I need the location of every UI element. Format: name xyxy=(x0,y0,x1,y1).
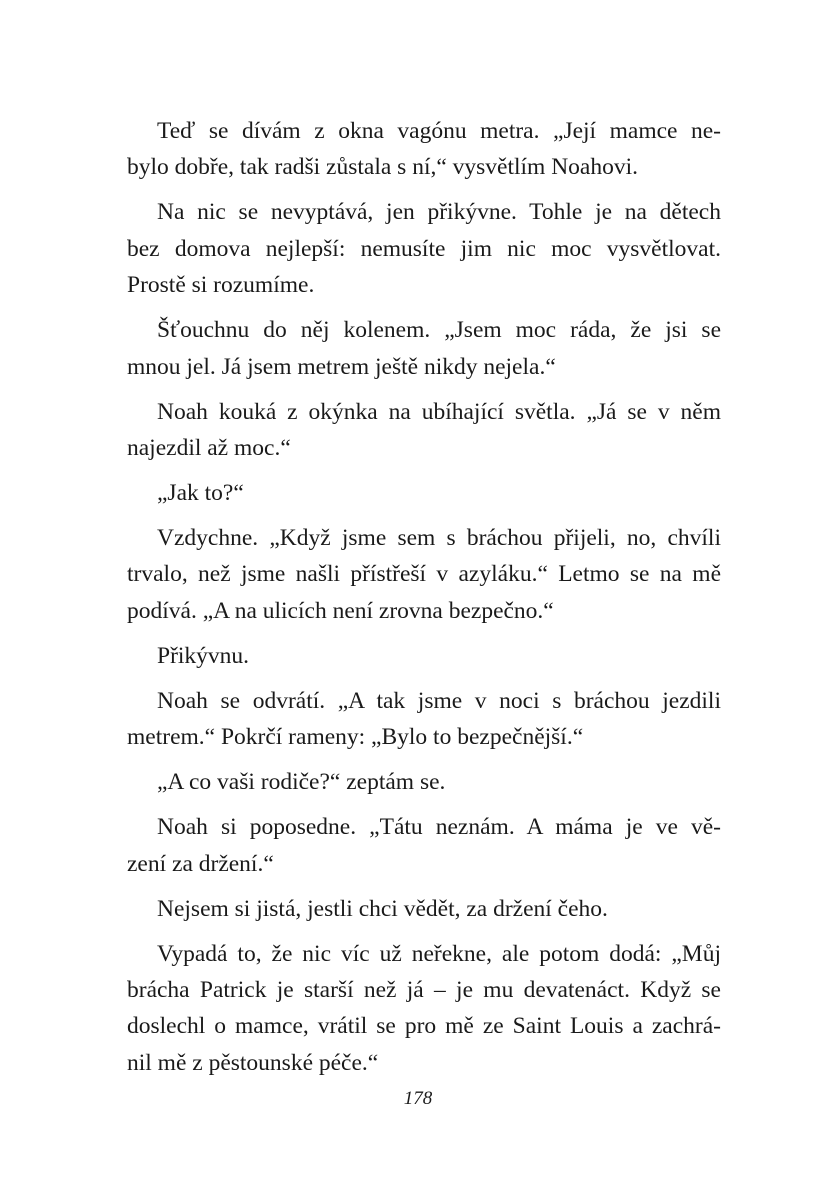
text-line: podívá. „A na ulicích není zrovna bezpečno.“ xyxy=(127,597,554,624)
paragraph xyxy=(127,764,721,800)
text-line: najezdil až moc.“ xyxy=(127,435,291,462)
text-line: Šťouchnu do něj kolenem. „Jsem moc ráda, že jsi se xyxy=(157,317,721,344)
paragraph-gap xyxy=(127,674,721,683)
text-line: Nejsem si jistá, jestli chci vědět, za držení čeho. xyxy=(157,895,608,922)
text-line: Prostě si rozumíme. xyxy=(127,272,315,299)
paragraph-gap xyxy=(127,511,721,520)
text-line: Na nic se nevyptává, jen přikývne. Tohle je na dětech xyxy=(157,199,721,226)
text-line: „A co vaši rodiče?“ zeptám se. xyxy=(157,769,446,796)
paragraph xyxy=(127,394,721,467)
text-line: mnou jel. Já jsem metrem ještě nikdy nejela.“ xyxy=(127,353,556,380)
text-line: „Jak to?“ xyxy=(157,480,244,507)
paragraph-gap xyxy=(127,385,721,394)
text-line: Teď se dívám z okna vagónu metra. „Její mamce ne- xyxy=(157,118,721,144)
paragraph-gap xyxy=(127,927,721,936)
paragraph-gap xyxy=(127,756,721,765)
paragraph-gap xyxy=(127,629,721,638)
paragraph xyxy=(127,638,721,674)
text-line: bylo dobře, tak radši zůstala s ní,“ vysvětlím Noahovi. xyxy=(127,154,639,181)
text-line: doslechl o mamce, vrátil se pro mě ze Saint Louis a zachrá- xyxy=(127,1013,721,1040)
paragraph-gap xyxy=(127,466,721,475)
paragraph-gap xyxy=(127,186,721,195)
paragraph-gap xyxy=(127,882,721,891)
paragraph-gap xyxy=(127,304,721,313)
text-line: nil mě z pěstounské péče.“ xyxy=(127,1049,379,1076)
paragraph-gap xyxy=(127,801,721,810)
text-line: metrem.“ Pokrčí rameny: „Bylo to bezpečnější.“ xyxy=(127,724,584,751)
text-line: brácha Patrick je starší než já – je mu devatenáct. Když se xyxy=(127,977,721,1004)
paragraph xyxy=(127,683,721,756)
text-line: trvalo, než jsme našli přístřeší v azyláku.“ Letmo se na mě xyxy=(127,561,721,588)
text-line: Vypadá to, že nic víc už neřekne, ale potom dodá: „Můj xyxy=(157,940,721,967)
text-line: Noah si poposedne. „Tátu neznám. A máma je ve vě- xyxy=(157,814,721,841)
paragraph xyxy=(127,312,721,385)
paragraph xyxy=(127,520,721,629)
text-line: zení za držení.“ xyxy=(127,850,274,877)
paragraph xyxy=(127,194,721,303)
page-number: 178 xyxy=(403,1088,433,1109)
body-text xyxy=(127,113,721,1081)
text-line: Noah se odvrátí. „A tak jsme v noci s bráchou jezdili xyxy=(157,687,721,714)
paragraph xyxy=(127,891,721,927)
paragraph xyxy=(127,113,721,186)
paragraph xyxy=(127,809,721,882)
paragraph xyxy=(127,475,721,511)
text-line: Noah kouká z okýnka na ubíhající světla. „Já se v něm xyxy=(157,398,721,425)
text-line: bez domova nejlepší: nemusíte jim nic moc vysvětlovat. xyxy=(127,235,721,262)
text-line: Vzdychne. „Když jsme sem s bráchou přijeli, no, chvíli xyxy=(157,525,721,552)
paragraph xyxy=(127,936,721,1082)
text-line: Přikývnu. xyxy=(157,642,250,669)
